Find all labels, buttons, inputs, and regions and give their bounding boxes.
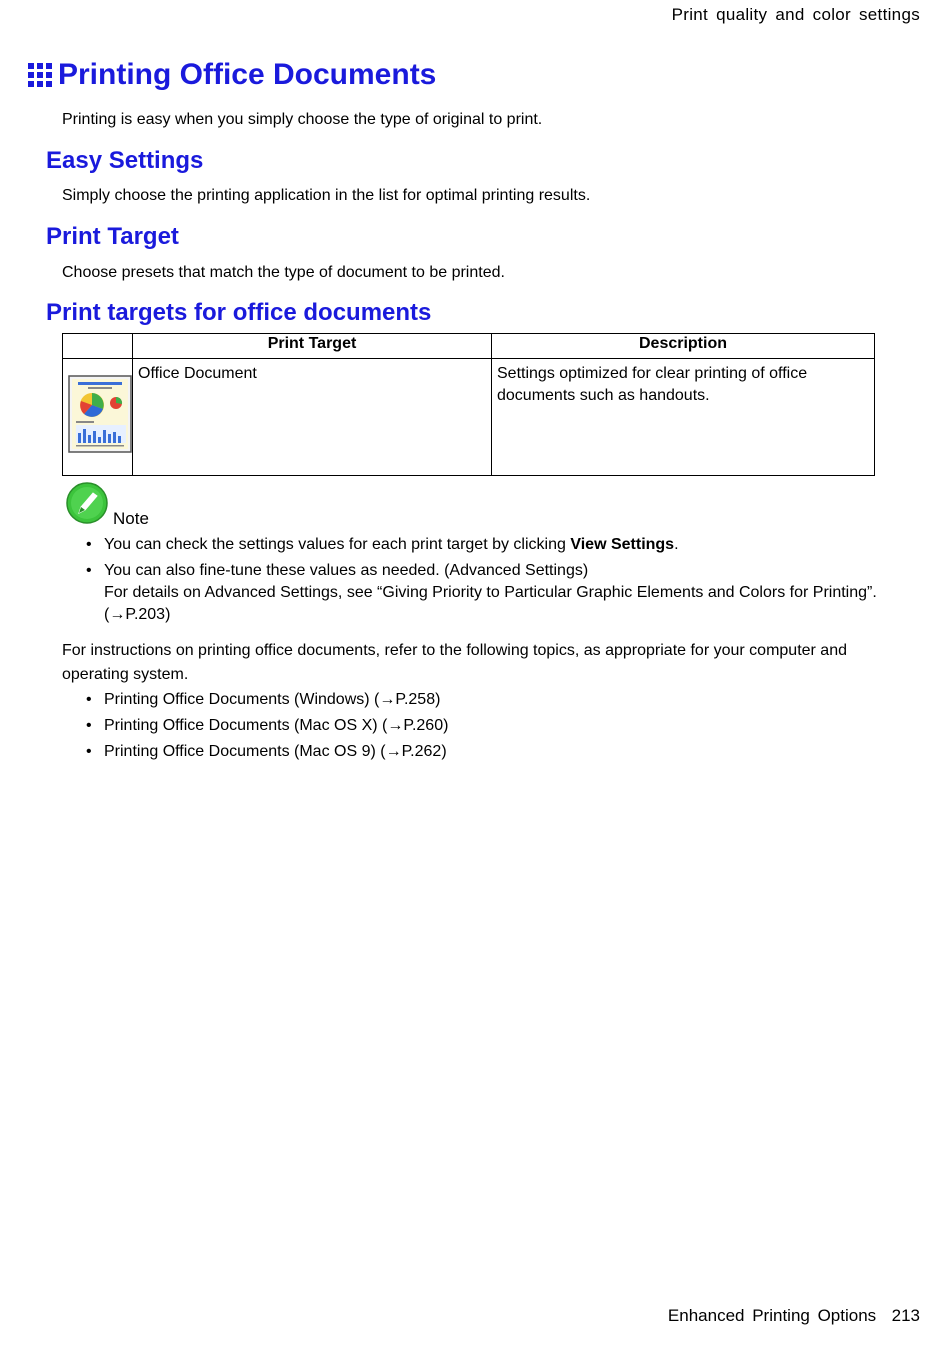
note-item-text: You can check the settings values for each print target by clicking — [104, 536, 571, 553]
print-target-text: Choose presets that match the type of document to be printed. — [62, 264, 505, 281]
print-targets-table — [62, 333, 875, 476]
page-title-block — [28, 58, 436, 92]
list-item — [86, 560, 950, 626]
bullet-dot: • — [86, 562, 92, 579]
list-item[interactable] — [86, 689, 448, 711]
list-item[interactable] — [86, 715, 448, 737]
table-header-description: Description — [492, 334, 875, 359]
easy-settings-heading: Easy Settings — [46, 147, 204, 174]
page-number: 213 — [891, 1306, 920, 1325]
bullet-dot: • — [86, 691, 92, 708]
running-header: Print quality and color settings — [671, 5, 920, 24]
bullet-dot: • — [86, 743, 92, 760]
page-title: Printing Office Documents — [58, 58, 437, 91]
list-item[interactable] — [86, 741, 448, 763]
note-item-tail: . — [674, 536, 679, 553]
topic-link-mac-os-x[interactable]: Printing Office Documents (Mac OS X) (→P.260) — [104, 717, 449, 734]
list-item — [86, 534, 950, 556]
topic-link-windows[interactable]: Printing Office Documents (Windows) (→P.258) — [104, 691, 441, 708]
topic-link-mac-os-9[interactable]: Printing Office Documents (Mac OS 9) (→P.262) — [104, 743, 447, 760]
table-header-icon-cell — [63, 334, 133, 359]
note-list — [86, 534, 950, 630]
footer-chapter: Enhanced Printing Options — [667, 1306, 877, 1325]
table-icon-cell — [63, 359, 133, 476]
note-block — [66, 482, 149, 529]
easy-settings-text: Simply choose the printing application in the list for optimal printing results. — [62, 187, 591, 204]
topic-link-list — [86, 689, 448, 767]
table-header-print-target: Print Target — [133, 334, 492, 359]
note-label: Note — [113, 509, 149, 528]
page-footer — [668, 1306, 920, 1326]
bullet-dot: • — [86, 717, 92, 734]
table-cell-target: Office Document — [133, 359, 492, 476]
office-document-thumbnail-icon — [68, 375, 132, 453]
note-item-line2: For details on Advanced Settings, see “Giving Priority to Particular Graphic Elements and Colors for Printing”. (→P.203) — [104, 584, 877, 623]
view-settings-term: View Settings — [570, 536, 675, 553]
instructions-text: For instructions on printing office documents, refer to the following topics, as appropriate for your computer and operating system. — [62, 642, 847, 683]
table-header-row — [63, 334, 875, 359]
print-target-heading: Print Target — [46, 223, 179, 250]
table-row — [63, 359, 875, 476]
note-item-line1: You can also fine-tune these values as needed. (Advanced Settings) — [104, 562, 589, 579]
bullet-dot: • — [86, 536, 92, 553]
grid-bullet-icon — [28, 63, 52, 87]
pencil-note-icon — [66, 482, 108, 524]
intro-text: Printing is easy when you simply choose the type of original to print. — [62, 111, 543, 128]
targets-section-heading: Print targets for office documents — [46, 299, 432, 326]
table-cell-description: Settings optimized for clear printing of office documents such as handouts. — [492, 359, 875, 476]
